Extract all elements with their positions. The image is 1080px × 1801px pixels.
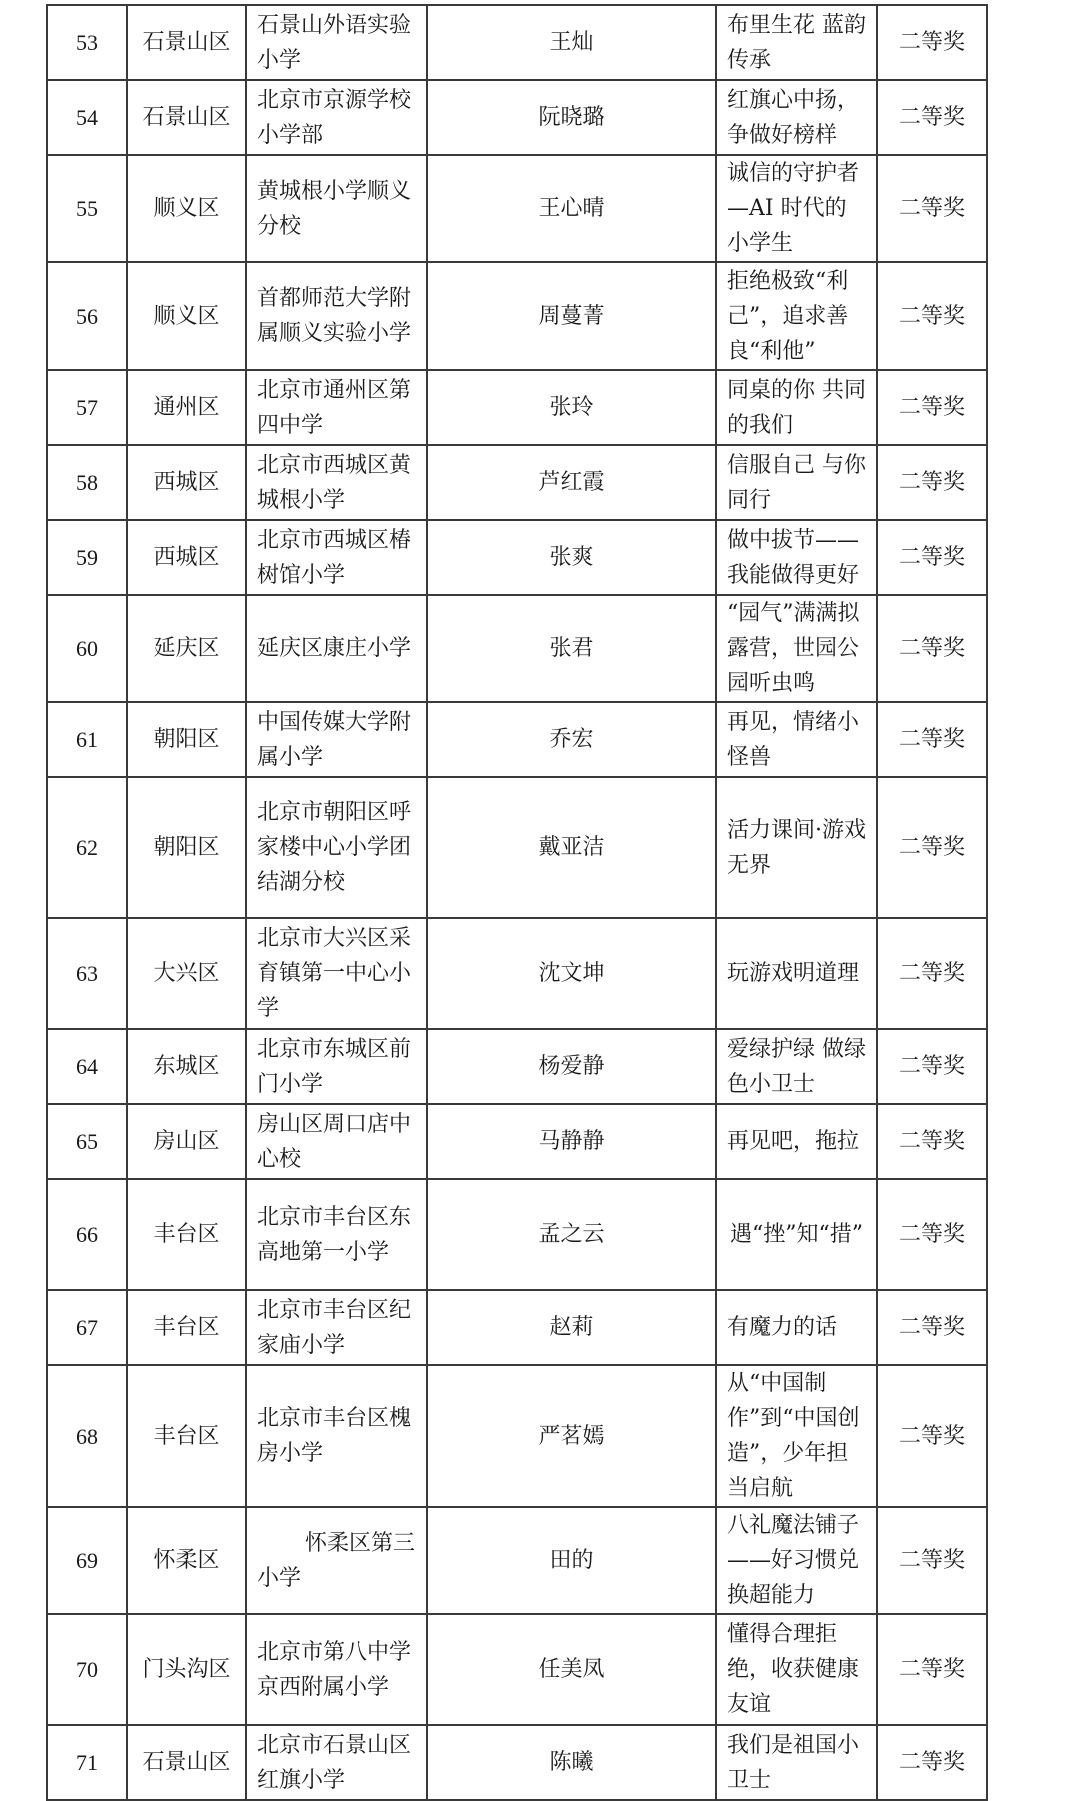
student-name-cell: 孟之云: [427, 1179, 716, 1290]
award-level-cell: 二等奖: [877, 702, 987, 777]
school-cell: 石景山外语实验小学: [246, 5, 427, 80]
student-name-cell: 严茗嫣: [427, 1365, 716, 1507]
table-row: [47, 262, 987, 370]
award-level-cell: 二等奖: [877, 595, 987, 702]
table-row: [47, 595, 987, 702]
student-name-cell: 戴亚洁: [427, 777, 716, 918]
table-row: [47, 1614, 987, 1725]
row-number: 64: [47, 1029, 127, 1104]
award-list-table: [46, 4, 988, 1801]
work-title-cell: 布里生花 蓝韵传承: [716, 5, 877, 80]
award-level-cell: 二等奖: [877, 520, 987, 595]
district-cell: 朝阳区: [127, 702, 246, 777]
student-name-cell: 田的: [427, 1507, 716, 1614]
row-number: 56: [47, 262, 127, 370]
award-level-cell: 二等奖: [877, 445, 987, 520]
table-row: [47, 445, 987, 520]
row-number: 61: [47, 702, 127, 777]
row-number: 65: [47, 1104, 127, 1179]
school-cell: 北京市朝阳区呼 家楼中心小学团结湖分校: [246, 777, 427, 918]
award-level-cell: 二等奖: [877, 1725, 987, 1800]
school-cell: 北京市丰台区东高地第一小学: [246, 1179, 427, 1290]
student-name-cell: 乔宏: [427, 702, 716, 777]
school-cell: 北京市丰台区纪家庙小学: [246, 1290, 427, 1365]
work-title-cell: 八礼魔法铺子——好习惯兑换超能力: [716, 1507, 877, 1614]
school-cell: 房山区周口店中心校: [246, 1104, 427, 1179]
award-level-cell: 二等奖: [877, 1507, 987, 1614]
district-cell: 丰台区: [127, 1290, 246, 1365]
award-level-cell: 二等奖: [877, 1104, 987, 1179]
student-name-cell: 张君: [427, 595, 716, 702]
award-level-cell: 二等奖: [877, 1179, 987, 1290]
district-cell: 通州区: [127, 370, 246, 445]
work-title-cell: 活力课间·游戏无界: [716, 777, 877, 918]
student-name-cell: 赵莉: [427, 1290, 716, 1365]
school-cell: 怀柔区第三小学: [246, 1507, 427, 1614]
table-row: [47, 80, 987, 155]
award-level-cell: 二等奖: [877, 1029, 987, 1104]
row-number: 58: [47, 445, 127, 520]
student-name-cell: 杨爱静: [427, 1029, 716, 1104]
table-row: [47, 155, 987, 262]
table-row: [47, 777, 987, 918]
school-cell: 黄城根小学顺义分校: [246, 155, 427, 262]
award-level-cell: 二等奖: [877, 1365, 987, 1507]
school-cell: 北京市京源学校小学部: [246, 80, 427, 155]
district-cell: 朝阳区: [127, 777, 246, 918]
school-cell: 北京市大兴区采育镇第一中心小学: [246, 918, 427, 1029]
table-row: [47, 1507, 987, 1614]
district-cell: 房山区: [127, 1104, 246, 1179]
table-row: [47, 1290, 987, 1365]
school-cell: 北京市西城区椿树馆小学: [246, 520, 427, 595]
district-cell: 石景山区: [127, 1725, 246, 1800]
row-number: 67: [47, 1290, 127, 1365]
work-title-cell: 诚信的守护者—AI 时代的小学生: [716, 155, 877, 262]
district-cell: 大兴区: [127, 918, 246, 1029]
school-cell: 延庆区康庄小学: [246, 595, 427, 702]
table-row: [47, 702, 987, 777]
district-cell: 石景山区: [127, 5, 246, 80]
school-cell: 首都师范大学附属顺义实验小学: [246, 262, 427, 370]
work-title-cell: 再见吧，拖拉: [716, 1104, 877, 1179]
award-level-cell: 二等奖: [877, 5, 987, 80]
award-level-cell: 二等奖: [877, 918, 987, 1029]
row-number: 66: [47, 1179, 127, 1290]
table-row: [47, 918, 987, 1029]
award-list-body: [47, 5, 987, 1800]
row-number: 59: [47, 520, 127, 595]
row-number: 63: [47, 918, 127, 1029]
work-title-cell: 我们是祖国小卫士: [716, 1725, 877, 1800]
school-cell: 北京市通州区第四中学: [246, 370, 427, 445]
school-cell: 北京市西城区黄城根小学: [246, 445, 427, 520]
school-cell: 中国传媒大学附属小学: [246, 702, 427, 777]
district-cell: 东城区: [127, 1029, 246, 1104]
row-number: 68: [47, 1365, 127, 1507]
district-cell: 西城区: [127, 445, 246, 520]
student-name-cell: 王灿: [427, 5, 716, 80]
district-cell: 西城区: [127, 520, 246, 595]
school-cell: 北京市第八中学京西附属小学: [246, 1614, 427, 1725]
row-number: 70: [47, 1614, 127, 1725]
work-title-cell: 做中拔节——我能做得更好: [716, 520, 877, 595]
award-level-cell: 二等奖: [877, 262, 987, 370]
table-row: [47, 1179, 987, 1290]
student-name-cell: 阮晓璐: [427, 80, 716, 155]
work-title-cell: 再见，情绪小怪兽: [716, 702, 877, 777]
work-title-cell: 信服自己 与你同行: [716, 445, 877, 520]
student-name-cell: 任美凤: [427, 1614, 716, 1725]
row-number: 53: [47, 5, 127, 80]
student-name-cell: 王心晴: [427, 155, 716, 262]
work-title-cell: 红旗心中扬，争做好榜样: [716, 80, 877, 155]
table-row: [47, 1725, 987, 1800]
district-cell: 延庆区: [127, 595, 246, 702]
work-title-cell: 爱绿护绿 做绿色小卫士: [716, 1029, 877, 1104]
work-title-cell: “园气”满满拟露营，世园公园听虫鸣: [716, 595, 877, 702]
row-number: 54: [47, 80, 127, 155]
table-row: [47, 1029, 987, 1104]
row-number: 60: [47, 595, 127, 702]
school-cell: 北京市石景山区红旗小学: [246, 1725, 427, 1800]
student-name-cell: 张玲: [427, 370, 716, 445]
district-cell: 丰台区: [127, 1365, 246, 1507]
award-level-cell: 二等奖: [877, 1614, 987, 1725]
award-level-cell: 二等奖: [877, 155, 987, 262]
school-cell: 北京市丰台区槐房小学: [246, 1365, 427, 1507]
table-row: [47, 520, 987, 595]
work-title-cell: 有魔力的话: [716, 1290, 877, 1365]
award-level-cell: 二等奖: [877, 370, 987, 445]
work-title-cell: 拒绝极致“利己”，追求善良“利他”: [716, 262, 877, 370]
table-row: [47, 1365, 987, 1507]
row-number: 55: [47, 155, 127, 262]
row-number: 62: [47, 777, 127, 918]
district-cell: 石景山区: [127, 80, 246, 155]
school-cell: 北京市东城区前门小学: [246, 1029, 427, 1104]
district-cell: 顺义区: [127, 155, 246, 262]
district-cell: 怀柔区: [127, 1507, 246, 1614]
award-level-cell: 二等奖: [877, 80, 987, 155]
award-level-cell: 二等奖: [877, 1290, 987, 1365]
student-name-cell: 张爽: [427, 520, 716, 595]
district-cell: 门头沟区: [127, 1614, 246, 1725]
row-number: 69: [47, 1507, 127, 1614]
table-row: [47, 370, 987, 445]
student-name-cell: 芦红霞: [427, 445, 716, 520]
table-row: [47, 1104, 987, 1179]
table-row: [47, 5, 987, 80]
work-title-cell: 玩游戏明道理: [716, 918, 877, 1029]
work-title-cell: 懂得合理拒绝，收获健康友谊: [716, 1614, 877, 1725]
student-name-cell: 周蔓菁: [427, 262, 716, 370]
district-cell: 丰台区: [127, 1179, 246, 1290]
student-name-cell: 陈曦: [427, 1725, 716, 1800]
row-number: 71: [47, 1725, 127, 1800]
work-title-cell: 从“中国制作”到“中国创造”，少年担当启航: [716, 1365, 877, 1507]
award-level-cell: 二等奖: [877, 777, 987, 918]
student-name-cell: 马静静: [427, 1104, 716, 1179]
row-number: 57: [47, 370, 127, 445]
student-name-cell: 沈文坤: [427, 918, 716, 1029]
work-title-cell: 同桌的你 共同的我们: [716, 370, 877, 445]
work-title-cell: 遇“挫”知“措”: [716, 1179, 877, 1290]
district-cell: 顺义区: [127, 262, 246, 370]
